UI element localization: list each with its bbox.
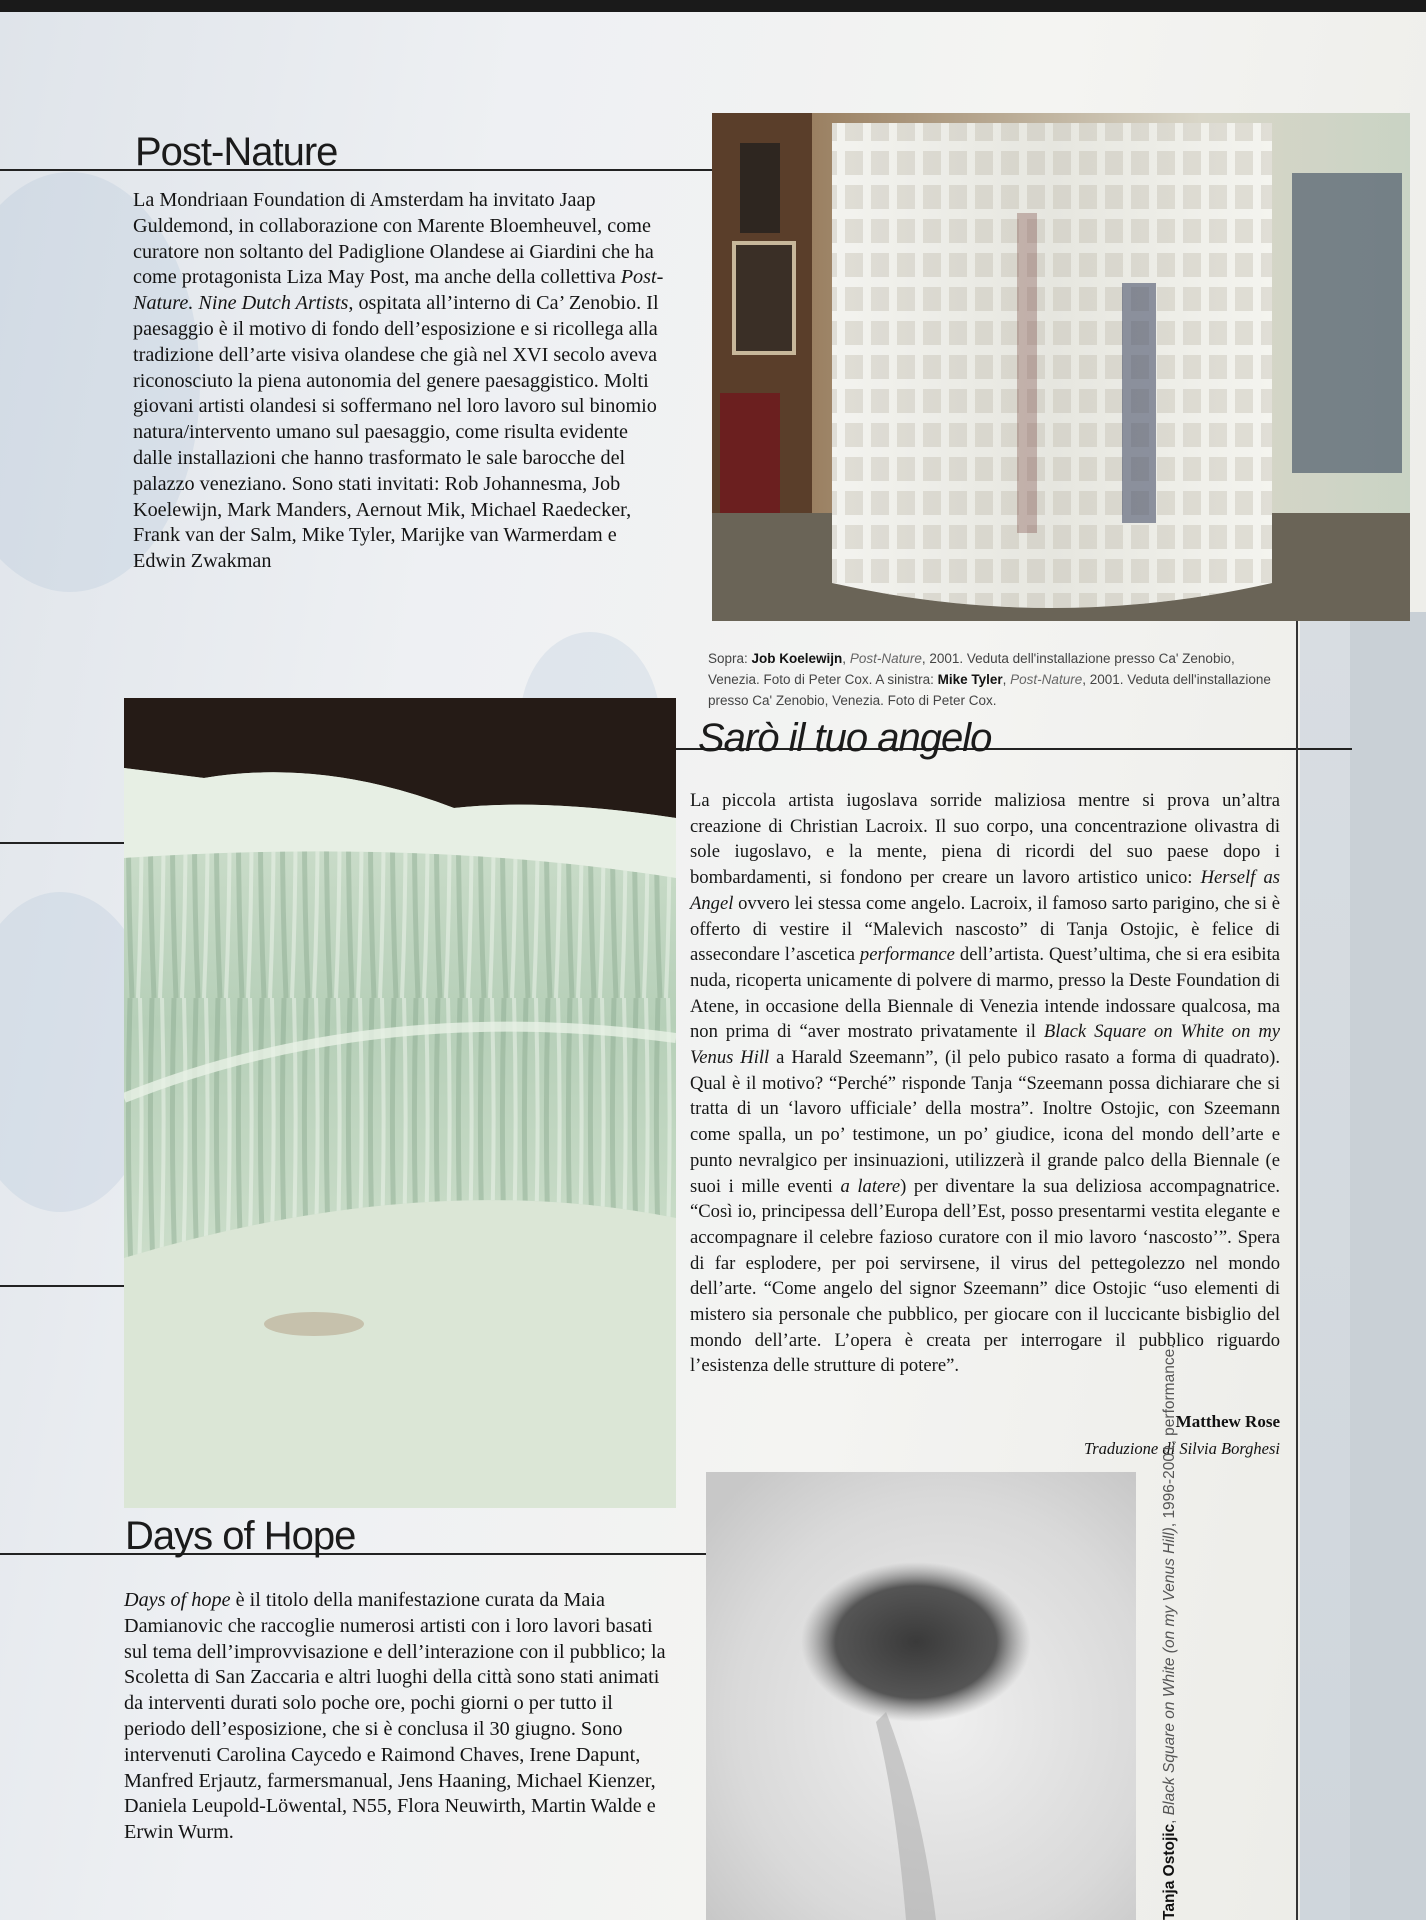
- article-text: è il titolo della manifestazione curata da Maia Damianovic che raccoglie numerosi artisti con i loro lavori basati sul tema dell’improvvisazione e dell’interazione con il pubblico; la Scoletta di San Zaccaria e altri luoghi della città sono stati animati da interventi durati solo poche ore, pochi giorni o per tutto il periodo dell’esposizione, che si è conclusa il 30 giugno. Sono intervenuti Carolina Caycedo e Raimond Chaves, Irene Dapunt, Manfred Erjautz, farmersmanual, Jens Haaning, Michael Kienzer, Daniela Leupold-Löwental, N55, Flora Neuwirth, Martin Walde e Erwin Wurm.: [124, 1589, 666, 1844]
- caption-text: Sopra:: [708, 651, 752, 666]
- caption-work-title: Post-Nature: [1010, 672, 1083, 687]
- article-text: ) per diventare la sua deliziosa accompagnatrice. “Così io, principessa dell’Europa dell’Est, posso presentarmi vestita elegante e accompagnare il celebre fazioso curatore con il mio lavoro ‘nascosto’”. Spera di far esplodere, per poi servirsene, il virus del pettegolezzo nel mondo dell’arte. “Come angelo del signor Szeemann” dice Ostojic “uso elementi di mistero sia personale che pubblico, per giocare con il luccicante bisbiglio del mondo dell’arte. L’opera è creata per interrogare il pubblico riguardo l’esistenza delle strutture di potere”.: [690, 1175, 1280, 1377]
- rule-post-nature: [0, 169, 718, 171]
- photo-job-koelewijn-installation: [712, 113, 1410, 621]
- article-text: ovvero lei stessa come angelo. Lacroix, il famoso sarto parigino, che si è offerto di vestire il “Malevich nascosto” di Tanja Ostojic, è felice di assecondare l’ascetica: [690, 892, 1280, 966]
- caption-text: ,: [1002, 672, 1011, 687]
- article-text: dell’artista. Quest’ultima, che si era esibita nuda, ricoperta unicamente di polvere di marmo, presso la Deste Foundation di Atene, in occasione della Biennale di Venezia intende indossare qualcosa, ma non prima di “aver mostrato privatamente il: [690, 944, 1280, 1043]
- caption-artist-name: Tanja Ostojic: [1161, 1823, 1178, 1920]
- article-text-italic: Days of hope: [124, 1589, 231, 1611]
- caption-post-nature-photos: [708, 648, 1278, 711]
- column-rule: [1296, 618, 1298, 1920]
- article-text-italic: performance: [859, 944, 955, 966]
- article-text: La Mondriaan Foundation di Amsterdam ha invitato Jaap Guldemond, in collaborazione con Marente Bloemheuvel, come curatore non soltanto del Padiglione Olandese ai Giardini che ha come protagonista Liza May Post, ma anche della collettiva: [133, 189, 654, 289]
- article-text-italic: Post-Nature. Nine Dutch Artists: [133, 266, 664, 315]
- photo-tanja-ostojic-performance: [706, 1472, 1136, 1920]
- page-edge-shadow: [1350, 612, 1426, 1920]
- photo-mike-tyler-installation: [124, 698, 676, 1508]
- caption-artist-name: Mike Tyler: [937, 672, 1003, 687]
- magazine-page: [0, 12, 1426, 1920]
- landscape-photo-image: [124, 698, 676, 1508]
- author-byline: Matthew Rose: [1175, 1412, 1280, 1431]
- rule-days: [0, 1553, 712, 1555]
- heading-saro-il-tuo-angelo: Sarò il tuo angelo: [698, 716, 992, 760]
- article-text: , ospitata all’interno di Ca’ Zenobio. Il paesaggio è il motivo di fondo dell’esposizione e si ricollega alla tradizione dell’arte visiva olandese che già nel XVI secolo aveva riconosciuto la piena autonomia del genere paesaggistico. Molti giovani artisti olandesi si soffermano nel loro lavoro sul binomio natura/intervento umano sul paesaggio, come risulta evidente dalle installazioni che hanno trasformato le sale barocche del palazzo veneziano. Sono stati invitati: Rob Johannesma, Job Koelewijn, Mark Manders, Aernout Mik, Michael Raedecker, Frank van der Salm, Mike Tyler, Marijke van Warmerdam e Edwin Zwakman: [133, 292, 659, 573]
- rule-left-mid: [0, 842, 125, 844]
- article-text: La piccola artista iugoslava sorride maliziosa mentre si prova un’altra creazione di Christian Lacroix. Il suo corpo, una concentrazione olivastra di sole iugoslavo, e la mente, piena di ricordi del suo paese dopo i bombardamenti, si fondono per creare un lavoro artistico unico:: [690, 790, 1280, 889]
- heading-days-of-hope: Days of Hope: [125, 1514, 356, 1558]
- caption-text: ,: [842, 651, 850, 666]
- rule-left-low: [0, 1285, 125, 1287]
- caption-text: , 1996-2001, performance.: [1161, 1344, 1178, 1528]
- caption-tanja-ostojic: [1158, 1345, 1182, 1920]
- article-days-of-hope: [124, 1588, 672, 1846]
- caption-work-title: Post-Nature: [849, 651, 922, 666]
- heading-post-nature: Post-Nature: [135, 130, 338, 174]
- article-post-nature: [133, 188, 669, 575]
- article-text-italic: Herself as Angel: [690, 867, 1281, 914]
- caption-text: , 2001. Veduta dell'installazione presso Ca' Zenobio, Venezia. Foto di Peter Cox. A sinistra:: [708, 651, 1235, 687]
- performance-photo-image: [706, 1472, 1136, 1920]
- article-saro-il-tuo-angelo: [690, 788, 1280, 1379]
- caption-artist-name: Job Koelewijn: [751, 651, 843, 666]
- article-text-italic: Black Square on White on my Venus Hill: [690, 1021, 1280, 1069]
- translator-credit: Traduzione di Silvia Borghesi: [1083, 1439, 1280, 1458]
- article-text-italic: a latere: [840, 1175, 901, 1197]
- caption-text: , 2001. Veduta dell'installazione presso Ca' Zenobio, Venezia. Foto di Peter Cox.: [708, 672, 1271, 708]
- caption-text: ,: [1161, 1815, 1178, 1824]
- caption-work-title: Black Square on White (on my Venus Hill): [1161, 1527, 1178, 1816]
- article-text: a Harald Szeemann”, (il pelo pubico rasato a forma di quadrato). Qual è il motivo? “Perché” risponde Tanja “Szeemann possa dichiarare che si tratta di un ‘lavoro ufficiale’ della mostra”. Inoltre Ostojic, con Szeemann come spalla, un po’ testimone, un po’ giudice, icona del mondo dell’arte e punto nevralgico per insinuazioni, utilizzerà il grande palco della Biennale (e suoi i mille eventi: [690, 1047, 1281, 1197]
- installation-photo-image: [712, 113, 1410, 621]
